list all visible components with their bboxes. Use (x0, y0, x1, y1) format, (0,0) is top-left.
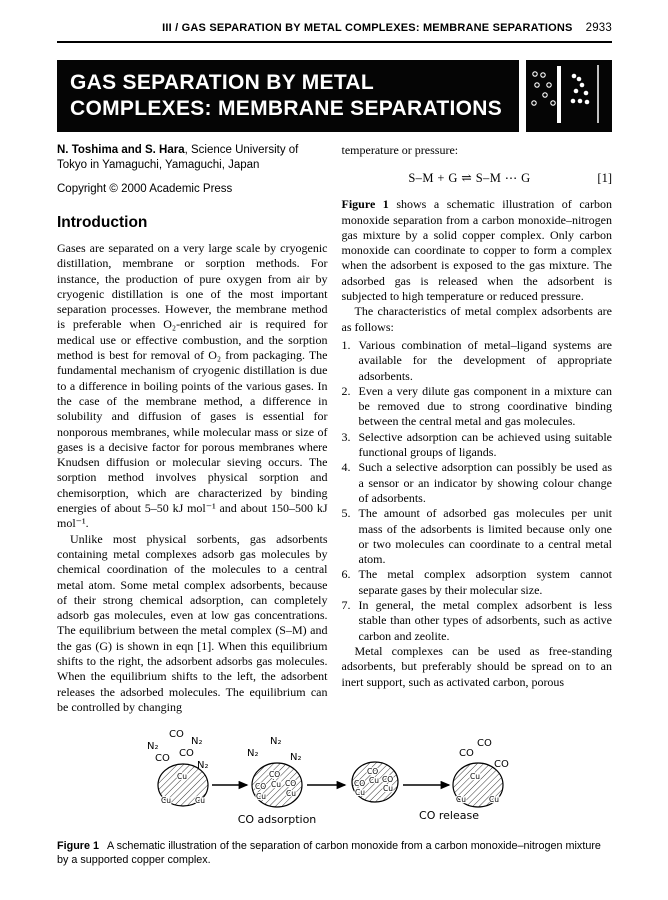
section-heading-introduction: Introduction (57, 214, 148, 231)
intro-paragraph-1: Gases are separated on a very large scale by cryogenic distillation, membrane or sorption methods. For instance, the production of pure oxygen from air by cryogenic distillation is one of the most important separation processes. However, the membrane method is preferable when O₂-enriched air is required for medical use or effective combustion, and the sorption method is best for removal of O₂ from packaging. The fundamental mechanism of cryogenic distillation is due to a difference in boiling points of the various gases. In the case of the membrane method, a difference in solubility and diffusion of gases is essential for nonporous membranes, while molecular mass or size of gases is a decisive factor for porous membranes where Knudsen diffusion or molecular sieving occurs. The sorption method involves physical sorption and chemisorption, which are characterized by binding energies of about 5–50 kJ mol⁻¹ and about 150–500 kJ mol⁻¹. (57, 241, 328, 531)
copper-site-label: Cu (161, 796, 171, 806)
list-item-number: 7. (341, 598, 351, 613)
page-number: 2933 (585, 22, 612, 34)
list-item-text: The amount of adsorbed gas molecules per unit mass of the adsorbents is limited because only one or two molecules can coordinate to a central metal atom. (358, 506, 612, 567)
copyright-line: Copyright © 2000 Academic Press (57, 183, 233, 195)
stage-label-co-release: CO release (419, 809, 479, 823)
adsorbed-co-label: CO (255, 782, 267, 792)
figure-caption-label: Figure 1 (57, 840, 99, 853)
equation-expression: S–M + G ⇌ S–M ⋯ G (408, 171, 531, 186)
copper-site-label: Cu (195, 796, 205, 806)
title-banner (57, 60, 612, 132)
molecule-label: N₂ (147, 741, 159, 753)
article-title (57, 60, 519, 132)
left-column (57, 143, 328, 715)
molecule-label: CO (459, 748, 474, 760)
article-title-line2: COMPLEXES: MEMBRANE SEPARATIONS (70, 97, 503, 120)
equation-number: [1] (597, 171, 612, 186)
affiliation: , Science University of Tokyo in Yamaguchi, Yamaguchi, Japan (57, 144, 299, 171)
membrane-separation-icon (526, 60, 612, 132)
figure-caption (57, 839, 612, 867)
running-header (57, 22, 612, 43)
authors: N. Toshima and S. Hara (57, 144, 185, 156)
list-item-text: In general, the metal complex adsorbent is less stable than other types of adsorbents, such as active carbon and zeolite. (358, 598, 612, 643)
copper-site-label: Cu (470, 772, 480, 782)
list-item-number: 2. (341, 383, 351, 398)
figure-caption-text: A schematic illustration of the separation of carbon monoxide from a carbon monoxide–nitrogen mixture by a supported copper complex. (57, 840, 601, 867)
copper-site-label: Cu (177, 772, 187, 782)
figure-reference-paragraph (342, 197, 613, 304)
adsorbed-co-label: CO (367, 767, 379, 777)
equation-1 (342, 170, 613, 186)
support-paragraph: Metal complexes can be used as free-standing adsorbents, but preferably should be spread on to an inert support, such as activated carbon, porous (341, 643, 612, 689)
intro-paragraph-2: Unlike most physical sorbents, gas adsorbents containing metal complexes adsorb gas molecules by chemical coordination of the molecules to a central metal atom. Some metal complex adsorbents, because of their strong chemical adsorption, can completely adsorb gas molecules, even at low gas concentrations. The equilibrium between the metal complex (S–M) and the gas (G) is shown in eqn [1]. When this equilibrium shifts to the right, the adsorbent adsorbs gas molecules. When the equilibrium shifts to the left, the adsorbent releases the adsorbed molecules. The equilibrium can be controlled by changing (57, 531, 328, 714)
list-item-number: 4. (341, 460, 351, 475)
copper-site-label: Cu (456, 795, 466, 805)
two-column-body (57, 143, 612, 715)
list-item (342, 598, 613, 644)
adsorbed-co-label: CO (269, 770, 281, 780)
byline (57, 143, 328, 173)
adsorbed-co-label: CO (354, 779, 366, 789)
list-item-number: 3. (341, 429, 351, 444)
running-title: III / GAS SEPARATION BY METAL COMPLEXES: MEMBRANE SEPARATIONS (162, 22, 573, 34)
characteristics-lead-paragraph: The characteristics of metal complex adsorbents are as follows: (341, 304, 612, 334)
list-item (342, 384, 613, 430)
copper-site-label: Cu (355, 788, 365, 798)
molecule-label: N₂ (270, 736, 282, 748)
list-item-text: The metal complex adsorption system cannot separate gases by their molecular size. (358, 567, 612, 597)
figure-1 (57, 719, 612, 867)
copper-site-label: Cu (256, 792, 266, 802)
figure-1-diagram (57, 719, 613, 831)
figure-reference-text: shows a schematic illustration of carbon monoxide separation from a carbon monoxide–nitrogen gas mixture by a solid copper complex. Only carbon monoxide can coordinate to copper to form a complex when the adsorbent is exposed to the gas mixture. The adsorbed gas is released when the adsorbent is subjected to high temperature or reduced pressure. (341, 197, 612, 304)
molecule-label: CO (477, 738, 492, 750)
list-item-text: Such a selective adsorption can possibly be used as a sensor or an indicator by showing colour change of adsorbents. (358, 460, 612, 505)
right-column (342, 143, 613, 715)
list-item-text: Even a very dilute gas component in a mixture can be removed due to strong coordinative binding between the central metal and gas molecules. (358, 383, 612, 429)
molecule-label: CO (179, 748, 194, 760)
molecule-label: CO (169, 729, 184, 741)
copper-site-label: Cu (271, 780, 281, 790)
characteristics-list (342, 338, 613, 644)
adsorbed-co-label: CO (382, 775, 394, 785)
list-item-number: 5. (341, 506, 351, 521)
list-item (342, 338, 613, 384)
list-item (342, 430, 613, 461)
list-item-number: 1. (341, 337, 351, 352)
list-item-text: Selective adsorption can be achieved using suitable functional groups of ligands. (358, 429, 612, 460)
article-title-line1: GAS SEPARATION BY METAL (70, 71, 375, 94)
stage-label-co-adsorption: CO adsorption (237, 813, 317, 827)
molecule-label: CO (494, 759, 509, 771)
copper-site-label: Cu (369, 776, 379, 786)
adsorbed-co-label: CO (285, 779, 297, 789)
molecule-label: N₂ (290, 752, 302, 764)
molecule-label: N₂ (191, 736, 203, 748)
list-item (342, 460, 613, 506)
list-item-number: 6. (341, 567, 351, 582)
molecule-label: N₂ (197, 760, 209, 772)
sentence-continuation: temperature or pressure: (341, 143, 459, 157)
copper-site-label: Cu (286, 789, 296, 799)
list-item (342, 506, 613, 567)
copper-site-label: Cu (489, 795, 499, 805)
list-item-text: Various combination of metal–ligand systems are available for the development of appropriate adsorbents. (358, 337, 612, 383)
molecule-label: CO (155, 753, 170, 765)
list-item (342, 567, 613, 598)
molecule-label: N₂ (247, 748, 259, 760)
figure-1-reference: Figure 1 (341, 197, 389, 212)
copper-site-label: Cu (383, 784, 393, 794)
